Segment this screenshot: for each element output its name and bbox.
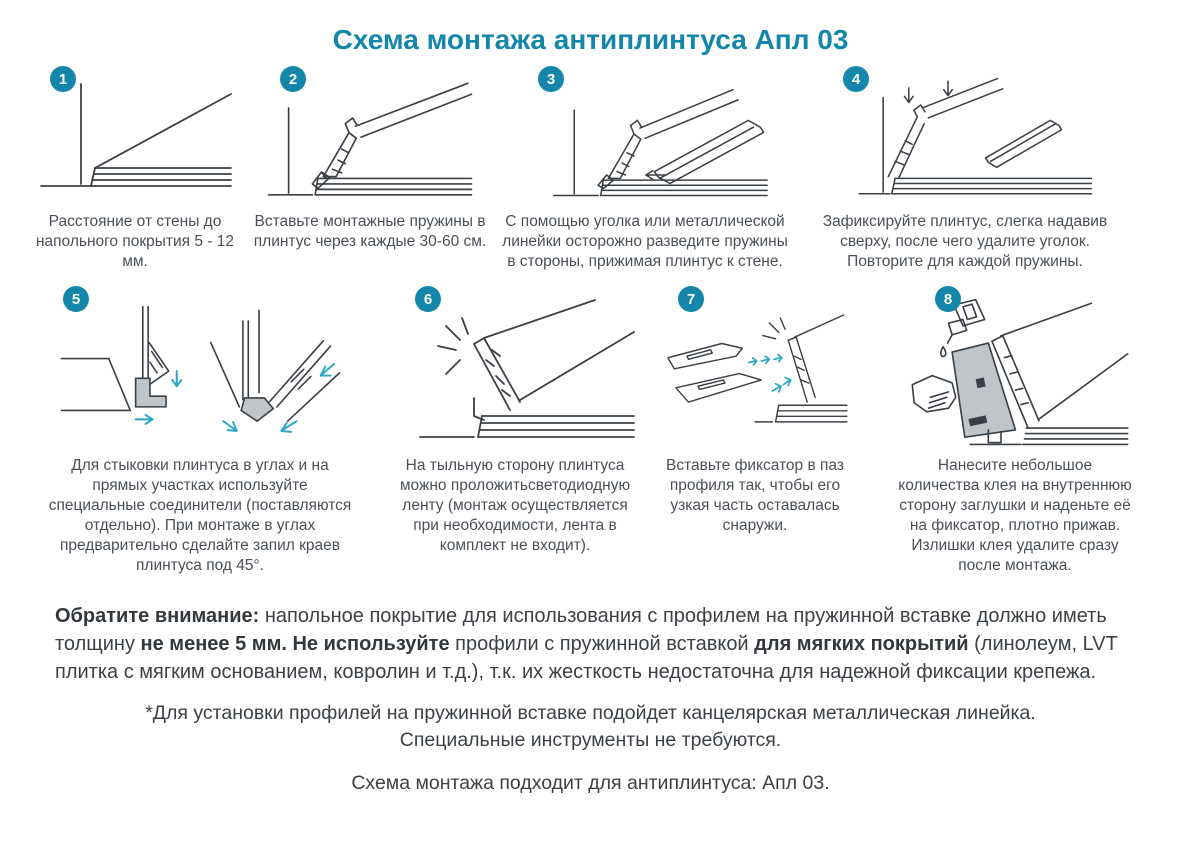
attention-text-2: профили с пружинной вставкой [449,633,755,655]
step-6-illustration led-strip-icon [385,296,645,448]
steps-row-1 [0,66,1181,272]
step-5 [40,286,360,576]
tools-note-line-2: Специальные инструменты не требуются. [399,729,782,751]
attention-note [55,602,1126,686]
attention-bold-2: не менее 5 мм. Не используйте [140,633,450,655]
step-8-number-badge: 8 [935,286,961,312]
page-title: Схема монтажа антиплинтуса Апл 03 [332,24,849,55]
attention-text-3: (линолеум, LVT плитка с мягким основанием, ковролин и т.д.), т.к. их жесткость недостаточна для надежной фиксации крепежа. [55,633,1118,683]
attention-bold-1: Обратите внимание: [55,605,260,627]
step-7-number-badge: 7 [678,286,704,312]
step-4-illustration press-fix-icon [805,76,1125,204]
step-1-number-badge: 1 [50,66,76,92]
step-7 [660,286,850,536]
step-5-caption: Для стыковки плинтуса в углах и на прямых участках используйте специальные соединители (поставляются отдельно). При монтаже в углах предварительно сделайте запил краев плинтуса под 45°. [48,457,352,574]
step-2 [245,66,495,252]
compatibility-note: Схема монтажа подходит для антиплинтуса: Апл 03. [351,772,830,794]
step-8-caption: Нанесите небольшое количества клея на внутреннюю сторону заглушки и наденьте её на фиксатор, плотно прижав. Излишки клея удалите сразу после монтажа. [898,457,1132,574]
attention-bold-3: для мягких покрытий [754,633,969,655]
step-3 [495,66,795,272]
tools-note-line-1: *Для установки профилей на пружинной вставке подойдет канцелярская металлическая линейка. [145,702,1036,724]
step-5-illustration corner-connector-icon [40,296,360,448]
step-4 [805,66,1125,272]
step-4-caption: Зафиксируйте плинтус, слегка надавив сверху, после чего удалите уголок. Повторите для каждой пружины. [822,213,1108,270]
step-1-illustration wall-floor-gap-icon [25,76,245,204]
step-3-caption: С помощью уголка или металлической линейки осторожно разведите пружины в стороны, прижимая плинтус к стене. [502,213,788,270]
step-7-caption: Вставьте фиксатор в паз профиля так, чтобы его узкая часть оставалась снаружи. [666,457,844,534]
step-1 [25,66,245,272]
step-2-number-badge: 2 [280,66,306,92]
step-6-number-badge: 6 [415,286,441,312]
step-8-illustration glue-end-cap-icon [890,296,1140,448]
steps-row-2 [0,286,1181,576]
step-7-illustration fixator-insert-icon [660,296,850,448]
step-5-number-badge: 5 [63,286,89,312]
attention-text-1: напольное покрытие для использования с профилем на пружинной вставке должно иметь толщину [55,605,1107,655]
step-3-number-badge: 3 [538,66,564,92]
step-2-illustration spring-insert-icon [245,76,495,204]
step-4-number-badge: 4 [843,66,869,92]
step-6 [385,286,645,556]
step-2-caption: Вставьте монтажные пружины в плинтус через каждые 30-60 см. [253,213,487,250]
step-6-caption: На тыльную сторону плинтуса можно проложитьсветодиодную ленту (монтаж осуществляется при необходимости, лента в комплект не входит). [399,457,631,554]
step-1-caption: Расстояние от стены до напольного покрытия 5 - 12 мм. [35,213,235,270]
tools-note [0,700,1181,754]
step-3-illustration ruler-spread-icon [495,76,795,204]
step-8 [890,286,1140,576]
